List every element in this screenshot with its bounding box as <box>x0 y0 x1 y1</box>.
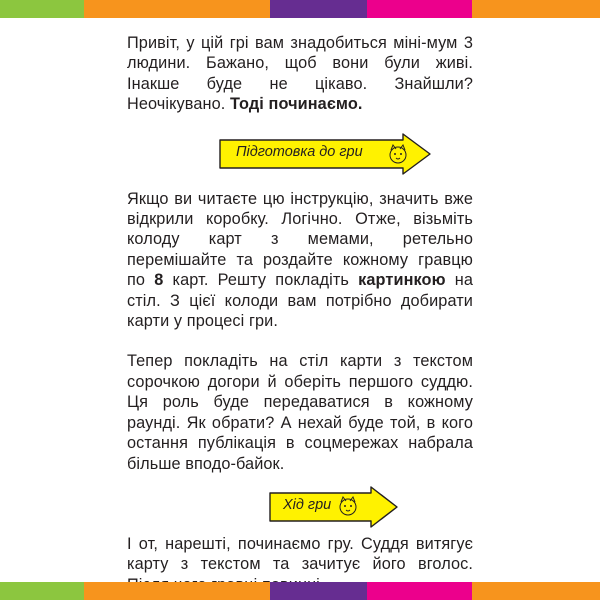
gameplay-text: І от, нарешті, починаємо гру. Суддя витягує карту з текстом та зачитує його вголос. <box>127 534 473 574</box>
prep-text-3: на стіл. З цієї колоди вам потрібно добирати карти у процесі гри. <box>127 271 473 331</box>
intro-text: Привіт, у цій грі вам знадобиться міні-мум 3 людини. Бажано, щоб вони були живі. Інакше буде не цікаво. Знайшли? Неочікувано. <box>127 34 473 114</box>
stripe-orange <box>84 0 270 18</box>
stripe-pink <box>367 582 472 600</box>
section-title-gameplay: Хід гри <box>283 496 332 513</box>
prep-bold-card-count: 8 <box>154 271 164 290</box>
bottom-color-stripes <box>0 582 600 600</box>
judge-text: Тепер покладіть на стіл карти з текстом сорочкою догори й оберіть першого суддю. Ця роль буде передаватися в кожному раунді. Як обрати? А нехай буде той, в кого остання публікація в соцмережах набрала більше вподо-байок. <box>127 352 473 473</box>
section-title-preparation: Підготовка до гри <box>236 143 363 160</box>
intro-bold-text: Тоді починаємо. <box>229 95 363 114</box>
prep-text-1: Якщо ви читаєте цю інструкцію, значить вже відкрили коробку. Логічно. Отже, візьміть колоду карт з мемами, ретельно перемішайте та роздайте кожному гравцю по <box>127 189 473 290</box>
intro-paragraph <box>127 33 473 115</box>
stripe-orange <box>472 0 600 18</box>
prep-text-2: карт. Решту покладіть <box>163 271 359 290</box>
preparation-paragraph <box>127 189 473 332</box>
instruction-text <box>127 33 473 595</box>
judge-paragraph <box>127 351 473 473</box>
stripe-green <box>0 582 84 600</box>
stripe-orange <box>472 582 600 600</box>
stripe-pink <box>367 0 472 18</box>
section-arrow-gameplay <box>127 486 473 528</box>
stripe-orange <box>84 582 270 600</box>
top-color-stripes <box>0 0 600 18</box>
stripe-green <box>0 0 84 18</box>
paragraph-gap <box>127 331 473 351</box>
stripe-purple <box>270 582 367 600</box>
prep-bold-picture: картинкою <box>358 271 446 290</box>
stripe-purple <box>270 0 367 18</box>
section-arrow-preparation <box>127 133 473 175</box>
